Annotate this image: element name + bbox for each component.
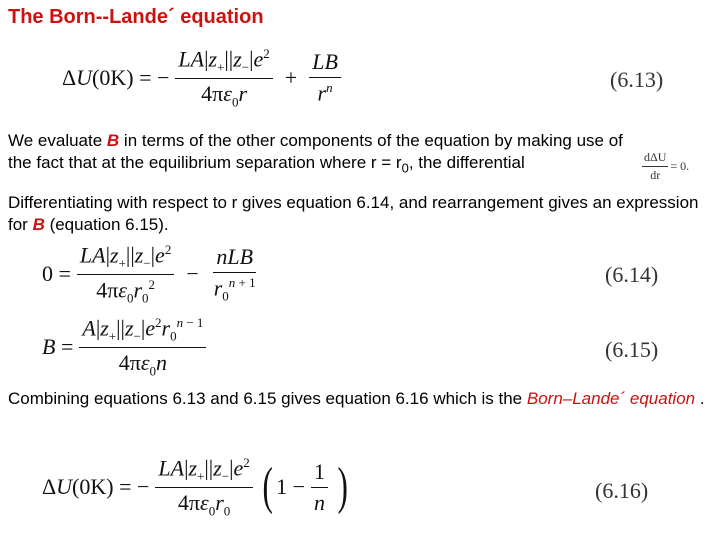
paragraph-evaluate-b [8,130,640,179]
differential-rhs: = 0. [670,159,690,173]
para1-text-3: , the differential [408,153,525,172]
equation-number-6-14: (6.14) [605,262,659,287]
para3-text-1: Combining equations 6.13 and 6.15 gives equation 6.16 which is the [8,389,527,408]
para1-text-1: We evaluate [8,131,107,150]
equation-6-14: 0 = $\frac{LA|z_+||z_-|e^2}{4\pi\varepsilon_0r_0^2}$ − $\frac{\text{nLB}}{r_0^{n + 1}}$ [42,241,256,306]
para1-subscript: 0 [401,160,409,176]
differential-denominator: dr [650,168,661,182]
equation-number-6-13: (6.13) [610,67,664,92]
equation-6-15: B = $\frac{A|z_+||z_-|e^2r_0^{n - 1}}{4\pi\varepsilon_0n}$ [42,316,212,378]
page-title: The Born--Lande´ equation [8,6,264,28]
equation-number-6-15: (6.15) [605,337,659,362]
equation-6-16: ΔU(0K) = − $\frac{LA|z_+||z_-|e^2}{4\pi\varepsilon_0r_0}$ ( 1 − $\frac{1}{n}$ ) [42,454,348,519]
equation-6-13: ΔU(0K) = − $\frac{LA|z_+||z_-|e^2}{4\pi\varepsilon_0r}$ + $\frac{LB}{r^n}$ [62,48,347,108]
paragraph-differentiating [8,192,713,236]
para1-b-variable: B [106,131,120,150]
para2-text-2: (equation 6.15). [44,215,169,234]
para2-text-1: Differentiating with respect to r gives equation 6.14, and rearrangement gives an expression for [8,193,699,234]
para1-text-2: in terms of the other components of the equation by making use of the fact that at the equilibrium separation where r = r [8,131,623,172]
inline-differential [640,150,689,183]
equation-number-6-16: (6.16) [595,478,649,503]
differential-numerator: dΔU [642,150,668,167]
paragraph-combining [8,388,713,410]
para2-b-variable: B [32,215,45,234]
para3-born-lande-term: Born–Lande´ equation [526,389,696,408]
para3-text-2: . [695,389,705,408]
